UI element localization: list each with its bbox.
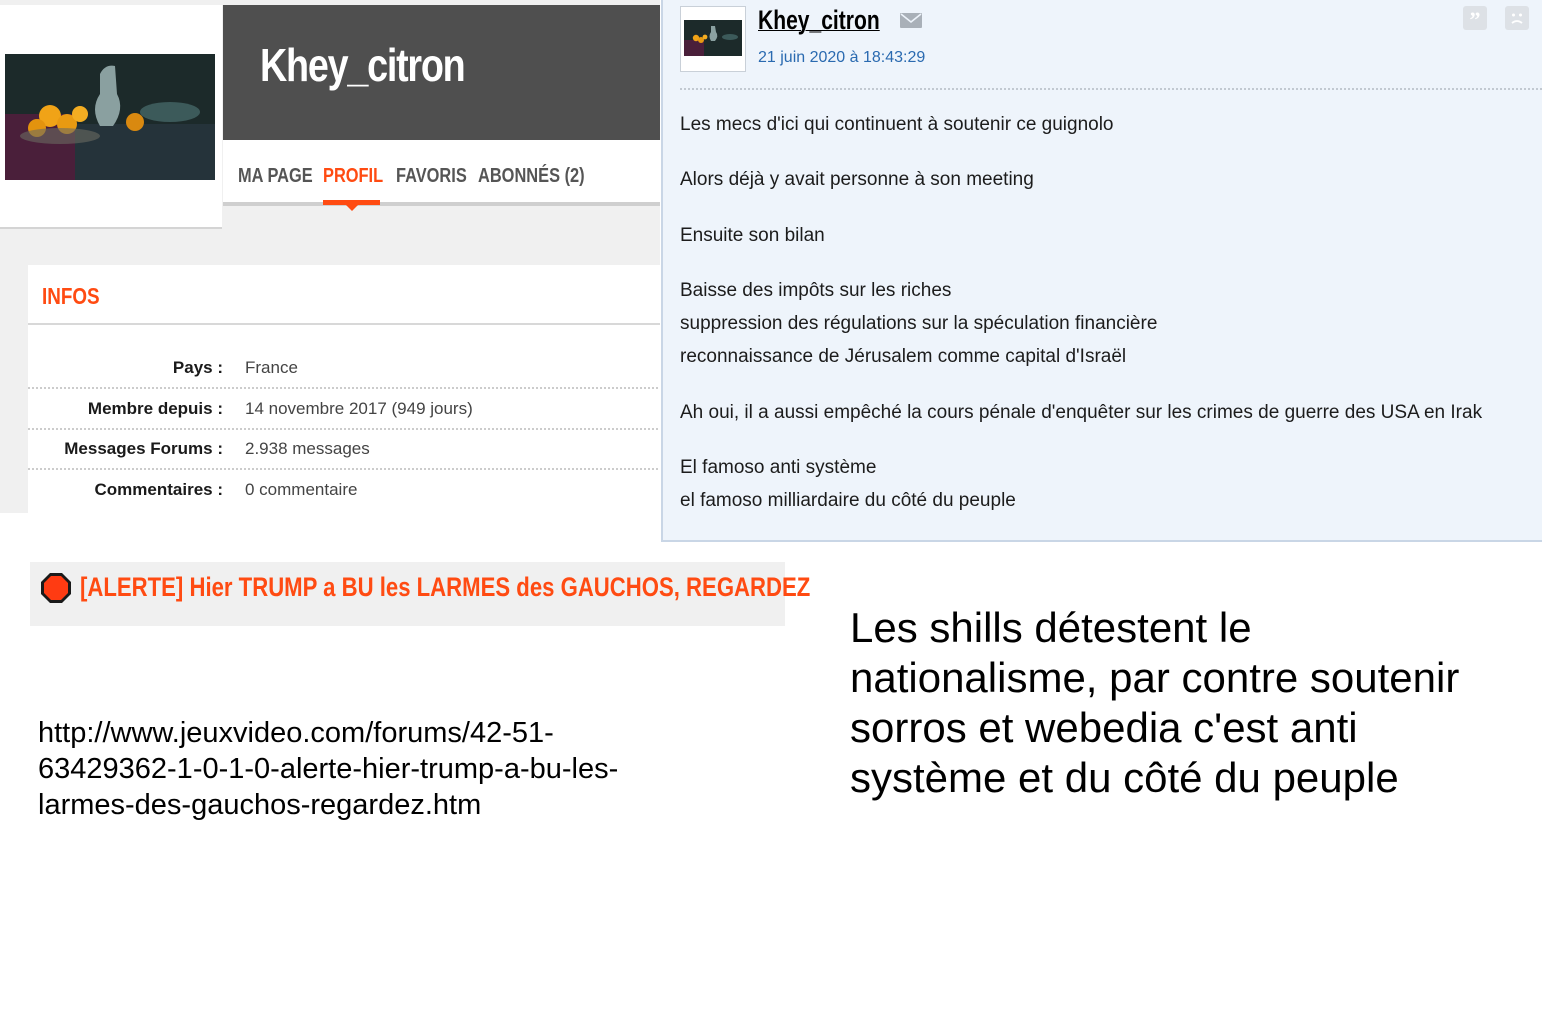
report-icon — [1505, 6, 1529, 30]
infos-divider — [28, 323, 660, 325]
message-separator — [680, 88, 1542, 90]
profile-avatar[interactable] — [5, 54, 215, 180]
info-value-membre-depuis: 14 novembre 2017 (949 jours) — [245, 399, 473, 418]
message-line: Baisse des impôts sur les riches — [680, 280, 952, 301]
message-line-clip — [663, 395, 1542, 435]
tab-ma-page[interactable]: MA PAGE — [238, 165, 313, 187]
topic-title[interactable]: [ALERTE] Hier TRUMP a BU les LARMES des GAUCHOS, REGARDEZ — [80, 572, 811, 602]
info-label-commentaires: Commentaires : — [94, 480, 223, 499]
infos-title: INFOS — [42, 283, 100, 309]
mail-icon[interactable] — [900, 13, 922, 28]
svg-text:”: ” — [1469, 7, 1481, 30]
info-row-divider — [28, 428, 658, 430]
profile-username: Khey_citron — [260, 39, 465, 91]
message-line: Ensuite son bilan — [680, 225, 825, 246]
overlay-comment: Les shills détestent le nationalisme, par contre soutenir sorros et webedia c'est anti système et du côté du peuple — [850, 604, 1460, 801]
message-line: Alors déjà y avait personne à son meeting — [680, 169, 1034, 190]
message-author[interactable]: Khey_citron — [758, 5, 880, 35]
topic-url: http://www.jeuxvideo.com/forums/42-51-63429362-1-0-1-0-alerte-hier-trump-a-bu-les-larmes-des-gauchos-regardez.htm — [38, 717, 619, 821]
message-avatar[interactable] — [684, 20, 742, 56]
info-row-divider — [28, 468, 658, 470]
message-line: suppression des régulations sur la spéculation financière — [680, 313, 1158, 334]
infos-card — [28, 265, 660, 513]
tab-profil[interactable]: PROFIL — [323, 165, 384, 187]
message-line: El famoso anti système — [680, 457, 877, 478]
report-button[interactable] — [1505, 6, 1529, 30]
info-value-commentaires: 0 commentaire — [245, 480, 358, 499]
active-tab-arrow-icon — [345, 204, 359, 211]
info-value-messages-forums: 2.938 messages — [245, 439, 370, 458]
message-date[interactable]: 21 juin 2020 à 18:43:29 — [758, 49, 926, 66]
info-row-divider — [28, 387, 658, 389]
tab-abonnes[interactable]: ABONNÉS (2) — [478, 165, 585, 187]
stop-icon — [40, 572, 72, 604]
info-value-pays: France — [245, 358, 298, 377]
quote-icon — [1463, 6, 1487, 30]
info-label-pays: Pays : — [172, 358, 223, 377]
message-line: Les mecs d'ici qui continuent à soutenir ce guignolo — [680, 114, 1114, 135]
info-label-membre-depuis: Membre depuis : — [87, 399, 223, 418]
quote-button[interactable] — [1463, 6, 1487, 30]
info-label-messages-forums: Messages Forums : — [64, 439, 223, 458]
message-line: reconnaissance de Jérusalem comme capital d'Israël — [680, 346, 1127, 367]
message-line: Ah oui, il a aussi empêché la cours pénale d'enquêter sur les crimes de guerre des USA en Irak — [680, 402, 1483, 423]
tab-favoris[interactable]: FAVORIS — [396, 165, 467, 187]
message-line: el famoso milliardaire du côté du peuple — [680, 490, 1016, 511]
